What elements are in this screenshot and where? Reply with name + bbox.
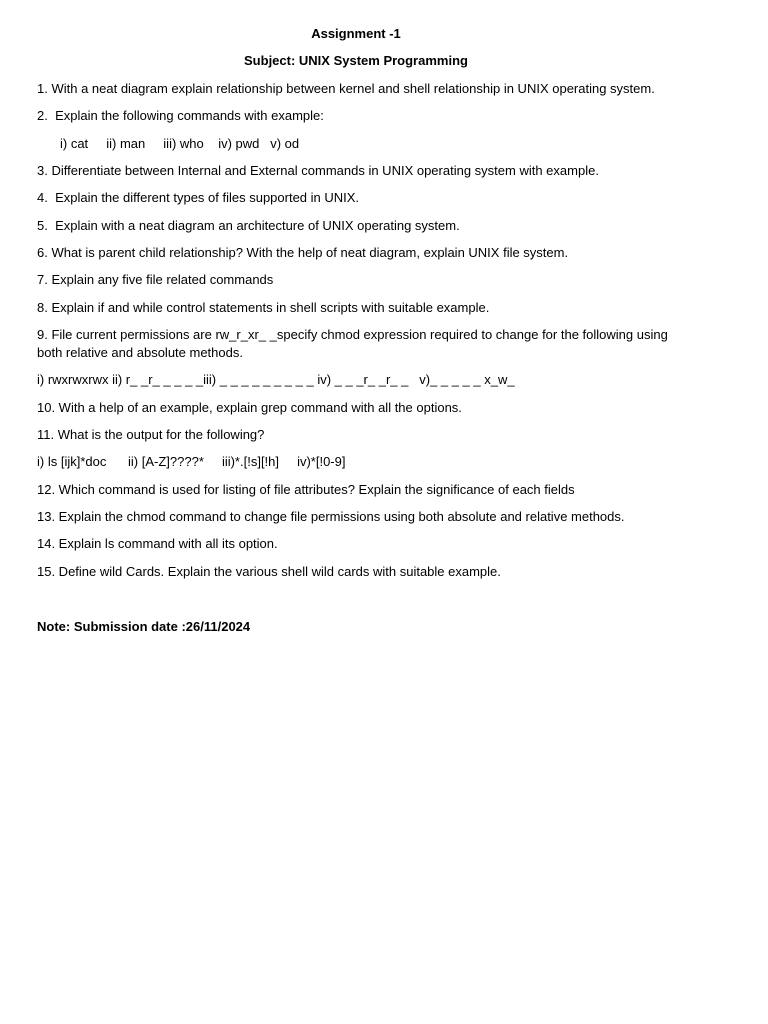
question-3: 3. Differentiate between Internal and External commands in UNIX operating system with example. bbox=[37, 163, 599, 178]
question-2: 2. Explain the following commands with example: bbox=[37, 108, 324, 123]
question-9-line-1: 9. File current permissions are rw_r_xr_ _specify chmod expression required to change for the following using bbox=[37, 327, 668, 342]
question-6: 6. What is parent child relationship? With the help of neat diagram, explain UNIX file system. bbox=[37, 245, 569, 260]
question-8: 8. Explain if and while control statements in shell scripts with suitable example. bbox=[37, 300, 490, 315]
question-9-options: i) rwxrwxrwx ii) r_ _r_ _ _ _ _iii) _ _ _ _ _ _ _ _ _ iv) _ _ _r_ _r_ _ v)_ _ _ _ _ x_w_ bbox=[37, 372, 515, 387]
question-2-commands: i) cat ii) man iii) who iv) pwd v) od bbox=[60, 136, 300, 151]
question-9-line-2: both relative and absolute methods. bbox=[37, 345, 243, 360]
question-1: 1. With a neat diagram explain relationship between kernel and shell relationship in UNIX operating system. bbox=[37, 81, 655, 96]
assignment-title: Assignment -1 bbox=[311, 26, 401, 41]
submission-note: Note: Submission date :26/11/2024 bbox=[37, 619, 251, 634]
question-10: 10. With a help of an example, explain grep command with all the options. bbox=[37, 400, 462, 415]
subject-heading: Subject: UNIX System Programming bbox=[244, 53, 468, 68]
question-12: 12. Which command is used for listing of file attributes? Explain the significance of each fields bbox=[37, 482, 575, 497]
question-14: 14. Explain ls command with all its option. bbox=[37, 536, 278, 551]
question-13: 13. Explain the chmod command to change file permissions using both absolute and relative methods. bbox=[37, 509, 625, 524]
question-11-options: i) ls [ijk]*doc ii) [A-Z]????* iii)*.[!s][!h] iv)*[!0-9] bbox=[37, 454, 346, 469]
question-11: 11. What is the output for the following? bbox=[37, 427, 265, 442]
question-15: 15. Define wild Cards. Explain the various shell wild cards with suitable example. bbox=[37, 564, 501, 579]
question-4: 4. Explain the different types of files supported in UNIX. bbox=[37, 190, 360, 205]
question-5: 5. Explain with a neat diagram an architecture of UNIX operating system. bbox=[37, 218, 460, 233]
question-7: 7. Explain any five file related commands bbox=[37, 272, 274, 287]
